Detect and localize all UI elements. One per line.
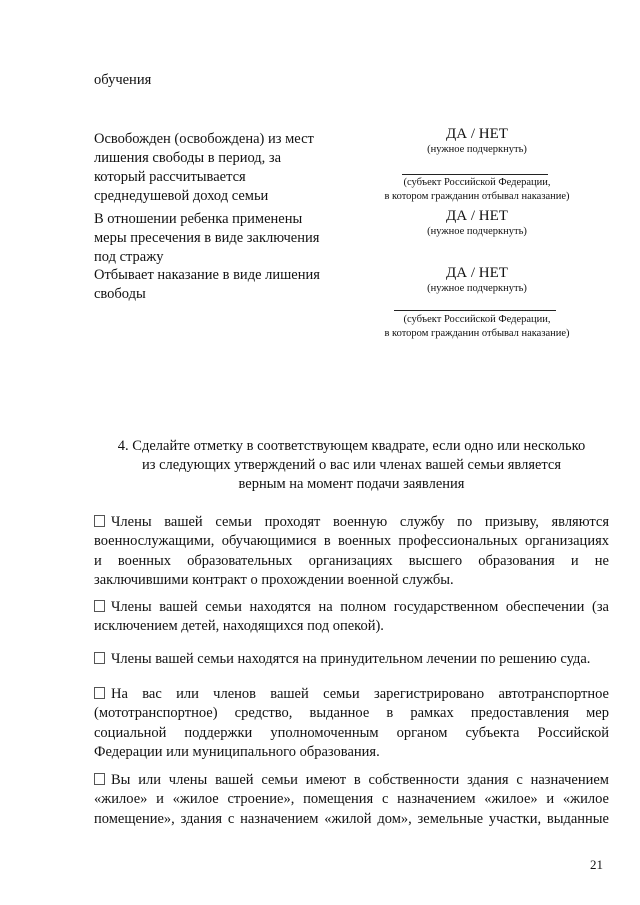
checkbox-property[interactable] bbox=[94, 773, 105, 785]
statement-state-support: Члены вашей семьи находятся на полном государственном обеспечении (за исключением детей, находящихся под опекой). bbox=[94, 599, 609, 635]
statement-compulsory-treatment: Члены вашей семьи находятся на принудительном лечении по решению суда. bbox=[94, 650, 609, 669]
note-line: (субъект Российской Федерации, bbox=[403, 314, 551, 325]
question-line: Отбывает наказание в виде лишения bbox=[94, 267, 320, 283]
hint-underline-2: (нужное подчеркнуть) bbox=[427, 226, 527, 237]
question-line: Освобожден (освобождена) из мест bbox=[94, 131, 314, 147]
text-fragment-top: обучения bbox=[94, 72, 152, 88]
heading-line: 4. Сделайте отметку в соответствующем квадрате, если одно или несколько bbox=[117, 438, 586, 454]
region-note-1 bbox=[357, 176, 597, 204]
checkbox-vehicle[interactable] bbox=[94, 687, 105, 699]
question-line: В отношении ребенка применены bbox=[94, 211, 303, 227]
note-line: в котором гражданин отбывал наказание) bbox=[384, 191, 570, 202]
checkbox-compulsory-treatment[interactable] bbox=[94, 652, 105, 664]
statement-property: Вы или члены вашей семьи имеют в собственности здания с назначением «жилое» и «жилое строение», помещения с назначением «жилое» и «жилое помещение», здания с назначением «жилой дом», земельные участки, выданные bbox=[94, 772, 609, 827]
region-note-2 bbox=[357, 313, 597, 341]
region-input-line-2[interactable] bbox=[394, 310, 556, 311]
hint-underline-3: (нужное подчеркнуть) bbox=[427, 283, 527, 294]
question-child-detained bbox=[94, 210, 319, 267]
question-line: который рассчитывается bbox=[94, 169, 246, 185]
page-number: 21 bbox=[590, 857, 603, 872]
question-line: меры пресечения в виде заключения bbox=[94, 230, 320, 246]
statement-military-service: Члены вашей семьи проходят военную службу по призыву, являются военнослужащими, обучающимися в военных профессиональных организациях и военных образовательных организациях высшего образования и не заключившими контракт о прохождении военной службы. bbox=[94, 514, 609, 588]
checkbox-state-support[interactable] bbox=[94, 600, 105, 612]
answer-yes-no-2[interactable]: ДА / НЕТ bbox=[446, 208, 508, 224]
question-line: свободы bbox=[94, 286, 146, 302]
answer-yes-no-1[interactable]: ДА / НЕТ bbox=[446, 126, 508, 142]
heading-line: верным на момент подачи заявления bbox=[238, 476, 465, 492]
note-line: (субъект Российской Федерации, bbox=[403, 177, 551, 188]
statement-vehicle: На вас или членов вашей семьи зарегистрировано автотранспортное (мототранспортное) средство, выданное в рамках предоставления мер социальной поддержки уполномоченным органом субъекта Российской Федерации или муниципального образования. bbox=[94, 686, 609, 760]
question-serving-sentence bbox=[94, 266, 320, 304]
answer-yes-no-3[interactable]: ДА / НЕТ bbox=[446, 265, 508, 281]
question-line: лишения свободы в период, за bbox=[94, 150, 282, 166]
question-line: под стражу bbox=[94, 249, 164, 265]
question-line: среднедушевой доход семьи bbox=[94, 188, 269, 204]
section-4-heading bbox=[94, 437, 609, 494]
question-released-from-prison bbox=[94, 130, 314, 206]
hint-underline-1: (нужное подчеркнуть) bbox=[427, 144, 527, 155]
heading-line: из следующих утверждений о вас или членах вашей семьи является bbox=[141, 457, 562, 473]
checkbox-military-service[interactable] bbox=[94, 515, 105, 527]
region-input-line-1[interactable] bbox=[402, 174, 548, 175]
note-line: в котором гражданин отбывал наказание) bbox=[384, 328, 570, 339]
